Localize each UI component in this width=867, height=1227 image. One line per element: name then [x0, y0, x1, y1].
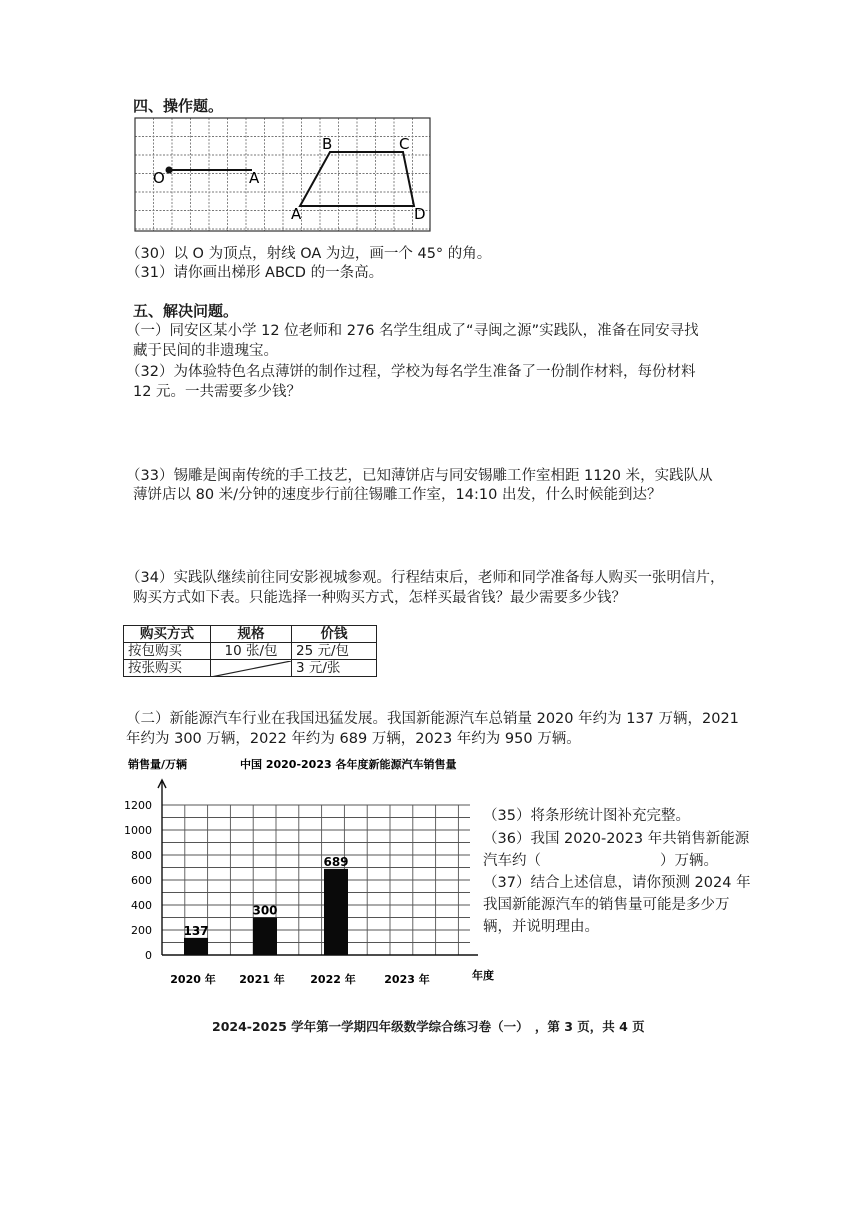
- label-a: A: [291, 205, 302, 223]
- question-32-line-1: （32）为体验特色名点薄饼的制作过程，学校为每名学生准备了一份制作材料，每份材料: [126, 364, 696, 380]
- y-tick-label: 1000: [124, 824, 152, 837]
- question-34-line-1: （34）实践队继续前往同安影视城参观。行程结束后，老师和同学准备每人购买一张明信片，: [126, 570, 725, 586]
- y-tick-label: 600: [131, 874, 152, 887]
- bar: [184, 938, 208, 955]
- question-34-line-2: 购买方式如下表。只能选择一种购买方式，怎样买最省钱？最少需要多少钱？: [133, 590, 626, 606]
- chart-xlabel: 年度: [472, 969, 494, 982]
- label-b: B: [322, 135, 333, 153]
- price-table: [123, 625, 377, 677]
- point-o: [166, 167, 173, 174]
- bar-data-label: 300: [252, 903, 278, 918]
- label-o: O: [153, 169, 165, 187]
- question-37-line-2: 我国新能源汽车的销售量可能是多少万: [483, 897, 730, 913]
- table-cell-slash: [211, 660, 292, 677]
- question-37-line-1: （37）结合上述信息，请你预测 2024 年: [483, 875, 751, 891]
- label-c: C: [399, 135, 410, 153]
- page-footer: 2024-2025 学年第一学期四年级数学综合练习卷（一） ，第 3 页，共 4 页: [212, 1019, 645, 1034]
- intro-line-2: 藏于民间的非遗瑰宝。: [133, 343, 278, 359]
- section5-title: 五、解决问题。: [133, 302, 239, 320]
- table-cell: 3 元/张: [292, 660, 377, 677]
- y-tick-label: 400: [131, 899, 152, 912]
- bar: [253, 918, 277, 956]
- question-33-line-2: 薄饼店以 80 米/分钟的速度步行前往锡雕工作室，14:10 出发，什么时候能到达？: [133, 487, 662, 503]
- question-32-line-2: 12 元。一共需要多少钱？: [133, 384, 302, 400]
- geometry-grid: [0, 0, 867, 240]
- table-row: [124, 660, 377, 677]
- part2-line-1: （二）新能源汽车行业在我国迅猛发展。我国新能源汽车总销量 2020 年约为 137 万辆，2021: [126, 711, 739, 727]
- section4-title: 四、操作题。: [133, 97, 224, 115]
- y-tick-label: 1200: [124, 799, 152, 812]
- x-tick-label: 2023 年: [384, 973, 430, 986]
- x-tick-label: 2021 年: [239, 973, 285, 986]
- y-tick-label: 0: [145, 949, 152, 962]
- bar-data-label: 689: [323, 854, 349, 869]
- question-30: （30）以 O 为顶点，射线 OA 为边，画一个 45° 的角。: [126, 246, 492, 262]
- bar-data-label: 137: [183, 923, 209, 938]
- label-d: D: [414, 205, 426, 223]
- bar: [324, 869, 348, 955]
- table-header: 价钱: [292, 626, 377, 643]
- table-cell: 10 张/包: [211, 643, 292, 660]
- question-31: （31）请你画出梯形 ABCD 的一条高。: [126, 265, 384, 281]
- question-33-line-1: （33）锡雕是闽南传统的手工技艺，已知薄饼店与同安锡雕工作室相距 1120 米，实践队从: [126, 468, 713, 484]
- table-header: 规格: [211, 626, 292, 643]
- intro-line-1: （一）同安区某小学 12 位老师和 276 名学生组成了“寻闽之源”实践队，准备在同安寻找: [126, 323, 699, 339]
- chart-ylabel: 销售量/万辆: [128, 758, 188, 771]
- x-tick-label: 2022 年: [310, 973, 356, 986]
- question-35: （35）将条形统计图补充完整。: [483, 808, 690, 824]
- table-header: 购买方式: [124, 626, 211, 643]
- part2-line-2: 年约为 300 万辆，2022 年约为 689 万辆，2023 年约为 950 万辆。: [126, 731, 581, 747]
- table-header-row: [124, 626, 377, 643]
- y-tick-label: 800: [131, 849, 152, 862]
- chart-title: 中国 2020-2023 各年度新能源汽车销售量: [240, 758, 457, 771]
- question-36-line-2b: ）万辆。: [660, 853, 718, 869]
- question-37-line-3: 辆，并说明理由。: [483, 919, 599, 935]
- question-36-line-2: 汽车约（: [483, 853, 541, 869]
- table-cell: 25 元/包: [292, 643, 377, 660]
- table-cell: 按张购买: [124, 660, 211, 677]
- y-tick-label: 200: [131, 924, 152, 937]
- label-a-ray: A: [249, 169, 260, 187]
- table-cell: 按包购买: [124, 643, 211, 660]
- table-row: [124, 643, 377, 660]
- x-tick-label: 2020 年: [170, 973, 216, 986]
- question-36-line-1: （36）我国 2020-2023 年共销售新能源: [483, 831, 750, 847]
